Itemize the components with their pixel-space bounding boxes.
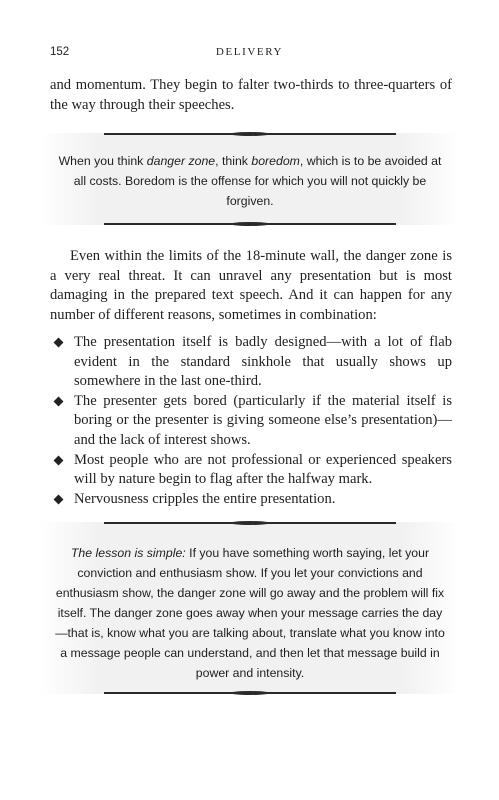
- pull-quote-emphasis: danger zone: [146, 154, 216, 168]
- paragraph-danger-zone: Even within the limits of the 18-minute wall, the danger zone is a very real threat. It can unravel any presentation but is most damaging in the prepared text speech. And it can happen for any number of different reasons, sometimes in combination:: [50, 248, 452, 323]
- list-item: [50, 333, 452, 392]
- diamond-bullet-icon: [54, 396, 64, 406]
- pull-quote-lesson: [40, 522, 460, 694]
- ornamental-rule-top: [104, 133, 396, 135]
- ornamental-rule-bottom: [104, 692, 396, 694]
- pull-quote-text: [52, 543, 448, 683]
- pull-quote-part: , which is to be avoided at all costs. Boredom is the offense for which you will not quickly be forgiven.: [73, 154, 442, 208]
- reasons-list: [50, 333, 452, 509]
- paragraph-continuation: and momentum. They begin to falter two-thirds to three-quarters of the way through their speeches.: [50, 77, 452, 113]
- pull-quote-part: , think: [215, 154, 252, 168]
- list-item: [50, 490, 452, 510]
- diamond-bullet-icon: [54, 494, 64, 504]
- list-item-text: Nervousness cripples the entire presentation.: [74, 490, 336, 507]
- pull-quote-part: When you think: [58, 154, 147, 168]
- list-item: [50, 392, 452, 451]
- running-title: DELIVERY: [215, 46, 284, 58]
- running-head: [50, 46, 449, 62]
- list-item-text: Most people who are not professional or experienced speakers will by nature begin to flag after the halfway mark.: [74, 451, 452, 488]
- pull-quote-boredom: [40, 133, 460, 225]
- list-item: [50, 451, 452, 490]
- pull-quote-lead: The lesson is simple:: [70, 546, 186, 560]
- pull-quote-text: [52, 151, 448, 211]
- list-item-text: The presenter gets bored (particularly if the material itself is boring or the presenter is giving someone else’s presentation)—and the lack of interest shows.: [74, 392, 452, 448]
- pull-quote-emphasis: boredom: [251, 154, 300, 168]
- diamond-bullet-icon: [54, 455, 64, 465]
- page-number: 152: [50, 46, 70, 58]
- list-item-text: The presentation itself is badly designed—with a lot of flab evident in the standard sinkhole that usually shows up somewhere in the last one-third.: [74, 334, 452, 390]
- ornamental-rule-bottom: [104, 223, 396, 225]
- diamond-bullet-icon: [54, 338, 64, 348]
- pull-quote-body: If you have something worth saying, let your conviction and enthusiasm show. If you let your convictions and enthusiasm show, the danger zone will go away and the problem will fix itself. The danger zone goes away when your message carries the day—that is, know what you are talking about, translate what you know into a message people can understand, and then let that message build in power and intensity.: [55, 546, 445, 680]
- ornamental-rule-top: [104, 522, 396, 524]
